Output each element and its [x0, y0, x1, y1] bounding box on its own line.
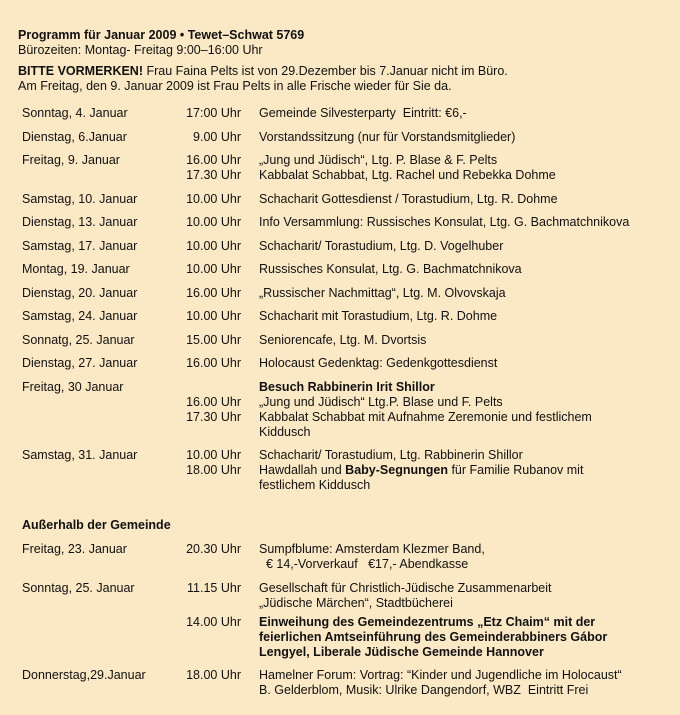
- event-time-line: [181, 380, 259, 395]
- event-time: [181, 356, 259, 371]
- event-text: Info Versammlung: Russisches Konsulat, Ltg. G. Bachmatchnikova: [259, 215, 630, 229]
- event-day: Sonntag, 4. Januar: [22, 106, 128, 120]
- row-spacer: [22, 493, 659, 518]
- row-spacer: [22, 440, 659, 449]
- event-description-line: [259, 168, 659, 183]
- event-time: [181, 615, 259, 660]
- event-row: [22, 309, 659, 324]
- event-time-line: 17.30 Uhr: [186, 409, 241, 424]
- event-description: [259, 106, 659, 121]
- event-day: Sonnatg, 25. Januar: [22, 332, 135, 347]
- event-description: [259, 286, 659, 301]
- row-spacer: [22, 324, 659, 333]
- event-description: [259, 215, 659, 230]
- program-title: Programm für Januar 2009 • Tewet–Schwat 5769: [18, 28, 305, 42]
- event-text: Vorstandssitzung (nur für Vorstandsmitglieder): [259, 129, 516, 144]
- row-spacer: [22, 371, 659, 380]
- row-spacer: [22, 145, 659, 154]
- event-description-line: [259, 425, 659, 440]
- event-description-line: [259, 645, 659, 660]
- event-description-line: [259, 615, 659, 630]
- event-description-line: [259, 309, 659, 324]
- row-spacer: [22, 348, 659, 357]
- event-time: [181, 309, 259, 324]
- event-text: Holocaust Gedenktag: Gedenkgottesdienst: [259, 356, 498, 370]
- event-day: Freitag, 9. Januar: [22, 153, 120, 167]
- event-text: feierlichen Amtseinführung des Gemeinderabbiners Gábor: [259, 629, 608, 644]
- program-document: [18, 28, 668, 698]
- event-text: Gemeinde Silvesterparty Eintritt: €6,-: [259, 106, 467, 120]
- event-day: Samstag, 17. Januar: [22, 238, 138, 253]
- event-text: B. Gelderblom, Musik: Ulrike Dangendorf, WBZ Eintritt Frei: [259, 683, 589, 697]
- event-row: [22, 668, 659, 698]
- event-description-line: [259, 448, 659, 463]
- event-row: [22, 192, 659, 207]
- event-day: Sonntag, 25. Januar: [22, 580, 135, 595]
- event-description: [259, 615, 659, 660]
- event-description-line: [259, 192, 659, 207]
- event-day: Dienstag, 6.Januar: [22, 129, 127, 144]
- event-description-line: [259, 106, 659, 121]
- event-time-line: 17.30 Uhr: [186, 168, 241, 182]
- event-text: Seniorencafe, Ltg. M. Dvortsis: [259, 332, 427, 347]
- event-description: [259, 668, 659, 698]
- event-text: Hawdallah und: [259, 463, 346, 477]
- event-row: [22, 153, 659, 183]
- row-spacer: [22, 207, 659, 216]
- event-time: [181, 262, 259, 277]
- event-description-line: [259, 668, 659, 683]
- event-time-line: 18.00 Uhr: [186, 668, 241, 682]
- row-spacer: [22, 572, 659, 581]
- event-time-line: 18.00 Uhr: [186, 463, 241, 477]
- event-text: Hamelner Forum: Vortrag: “Kinder und Jugendliche im Holocaust“: [259, 668, 622, 682]
- event-row: [22, 581, 659, 611]
- event-time: [181, 380, 259, 440]
- event-description: [259, 309, 659, 324]
- row-spacer: [22, 230, 659, 239]
- events-table: [22, 106, 659, 698]
- notice-line-1: [18, 64, 668, 79]
- notice-text: Frau Faina Pelts ist von 29.Dezember bis 7.Januar nicht im Büro.: [143, 64, 508, 78]
- event-time: [181, 581, 259, 611]
- event-text: festlichem Kiddusch: [259, 478, 371, 492]
- event-row: [22, 286, 659, 301]
- event-row: [22, 239, 659, 254]
- row-spacer: [22, 183, 659, 192]
- event-time-line: 14.00 Uhr: [186, 614, 241, 629]
- event-description-line: [259, 478, 659, 493]
- event-day: Dienstag, 13. Januar: [22, 215, 138, 229]
- event-time-line: 16.00 Uhr: [186, 356, 241, 370]
- event-description: [259, 581, 659, 611]
- event-time-line: 10.00 Uhr: [186, 238, 241, 253]
- event-description-line: [259, 356, 659, 371]
- row-spacer: [22, 301, 659, 310]
- event-description: [259, 356, 659, 371]
- event-time-line: 10.00 Uhr: [186, 215, 241, 229]
- event-time: [181, 542, 259, 572]
- event-text: Sumpfblume: Amsterdam Klezmer Band,: [259, 542, 485, 556]
- event-time-line: 10.00 Uhr: [186, 448, 241, 462]
- event-text: Gesellschaft für Christlich-Jüdische Zusammenarbeit: [259, 580, 552, 595]
- event-day: Freitag, 23. Januar: [22, 542, 127, 556]
- event-text: „Jung und Jüdisch“ Ltg.P. Blase und F. Pelts: [259, 394, 503, 409]
- event-description: [259, 262, 659, 277]
- outside-heading-row: [22, 518, 659, 533]
- event-text: Schacharit mit Torastudium, Ltg. R. Dohme: [259, 309, 498, 323]
- event-description: [259, 130, 659, 145]
- event-day: Dienstag, 20. Januar: [22, 285, 138, 300]
- event-time-line: 15.00 Uhr: [186, 332, 241, 347]
- event-text: „Russischer Nachmittag“, Ltg. M. Olvovskaja: [259, 285, 506, 300]
- event-text: € 14,-Vorverkauf €17,- Abendkasse: [259, 557, 469, 571]
- event-description-line: [259, 215, 659, 230]
- event-text: Baby-Segnungen: [345, 463, 448, 477]
- event-day: Freitag, 30 Januar: [22, 379, 124, 394]
- event-description-line: [259, 333, 659, 348]
- event-row: [22, 615, 659, 660]
- notice-bold: BITTE VORMERKEN!: [18, 64, 143, 78]
- event-description: [259, 153, 659, 183]
- event-time: [181, 192, 259, 207]
- event-description-line: [259, 557, 659, 572]
- notice-line-2: Am Freitag, den 9. Januar 2009 ist Frau Pelts in alle Frische wieder für Sie da.: [18, 79, 452, 93]
- event-row: [22, 542, 659, 572]
- event-description-line: [259, 286, 659, 301]
- event-description-line: [259, 596, 659, 611]
- event-time: [181, 153, 259, 183]
- event-description: [259, 192, 659, 207]
- event-text: Lengyel, Liberale Jüdische Gemeinde Hannover: [259, 644, 544, 659]
- row-spacer: [22, 533, 659, 542]
- event-description-line: [259, 463, 659, 478]
- event-description: [259, 542, 659, 572]
- event-day: Samstag, 24. Januar: [22, 309, 138, 323]
- event-day: Dienstag, 27. Januar: [22, 356, 138, 370]
- event-time: [181, 215, 259, 230]
- event-text: „Jüdische Märchen“, Stadtbücherei: [259, 595, 453, 610]
- event-text: Kiddusch: [259, 424, 311, 439]
- event-day: [22, 615, 181, 660]
- event-time: [181, 333, 259, 348]
- row-spacer: [22, 660, 659, 669]
- event-time-line: 16.00 Uhr: [186, 285, 241, 300]
- event-time: [181, 106, 259, 121]
- event-description-line: [259, 130, 659, 145]
- event-row: [22, 448, 659, 493]
- event-text: Besuch Rabbinerin Irit Shillor: [259, 379, 435, 394]
- event-description-line: [259, 262, 659, 277]
- event-row: [22, 333, 659, 348]
- event-row: [22, 106, 659, 121]
- event-time-line: 10.00 Uhr: [186, 309, 241, 323]
- event-text: Schacharit/ Torastudium, Ltg. Rabbinerin Shillor: [259, 448, 523, 462]
- event-text: Schacharit/ Torastudium, Ltg. D. Vogelhuber: [259, 238, 504, 253]
- event-day: Samstag, 10. Januar: [22, 191, 138, 206]
- row-spacer: [22, 277, 659, 286]
- event-description-line: [259, 630, 659, 645]
- event-description-line: [259, 410, 659, 425]
- event-description-line: [259, 380, 659, 395]
- event-time-line: 17:00 Uhr: [186, 106, 241, 120]
- event-description: [259, 239, 659, 254]
- event-text: Russisches Konsulat, Ltg. G. Bachmatchnikova: [259, 262, 522, 276]
- event-description-line: [259, 683, 659, 698]
- event-text: Einweihung des Gemeindezentrums „Etz Chaim“ mit der: [259, 614, 596, 629]
- event-description: [259, 380, 659, 440]
- event-day: Samstag, 31. Januar: [22, 448, 138, 462]
- event-text: Kabbalat Schabbat, Ltg. Rachel und Rebekka Dohme: [259, 168, 556, 182]
- event-text: Schacharit Gottesdienst / Torastudium, Ltg. R. Dohme: [259, 191, 558, 206]
- event-day: Montag, 19. Januar: [22, 262, 130, 276]
- row-spacer: [22, 254, 659, 263]
- event-row: [22, 215, 659, 230]
- event-time-line: 11.15 Uhr: [187, 580, 241, 595]
- event-description-line: [259, 239, 659, 254]
- event-time-line: 20.30 Uhr: [186, 542, 241, 556]
- event-description-line: [259, 395, 659, 410]
- event-text: für Familie Rubanov mit: [447, 463, 584, 477]
- event-time-line: 10.00 Uhr: [186, 191, 241, 206]
- office-hours: Bürozeiten: Montag- Freitag 9:00–16:00 Uhr: [18, 43, 263, 57]
- event-description-line: [259, 542, 659, 557]
- event-time-line: 16.00 Uhr: [186, 394, 241, 409]
- event-text: Kabbalat Schabbat mit Aufnahme Zeremonie und festlichem: [259, 409, 592, 424]
- event-time: [181, 130, 259, 145]
- event-time: [181, 668, 259, 698]
- event-row: [22, 356, 659, 371]
- event-time-line: 16.00 Uhr: [186, 153, 241, 167]
- event-time: [181, 239, 259, 254]
- event-description-line: [259, 153, 659, 168]
- event-row: [22, 380, 659, 440]
- event-text: „Jung und Jüdisch“, Ltg. P. Blase & F. Pelts: [259, 153, 498, 167]
- event-description: [259, 448, 659, 493]
- event-time-line: 9.00 Uhr: [193, 129, 241, 144]
- event-description: [259, 333, 659, 348]
- event-description-line: [259, 581, 659, 596]
- event-row: [22, 262, 659, 277]
- event-row: [22, 130, 659, 145]
- event-time-line: 10.00 Uhr: [186, 262, 241, 276]
- event-time: [181, 448, 259, 493]
- outside-heading: Außerhalb der Gemeinde: [22, 518, 171, 532]
- event-day: Donnerstag,29.Januar: [22, 668, 146, 682]
- row-spacer: [22, 121, 659, 130]
- events-body: [22, 106, 659, 698]
- event-time: [181, 286, 259, 301]
